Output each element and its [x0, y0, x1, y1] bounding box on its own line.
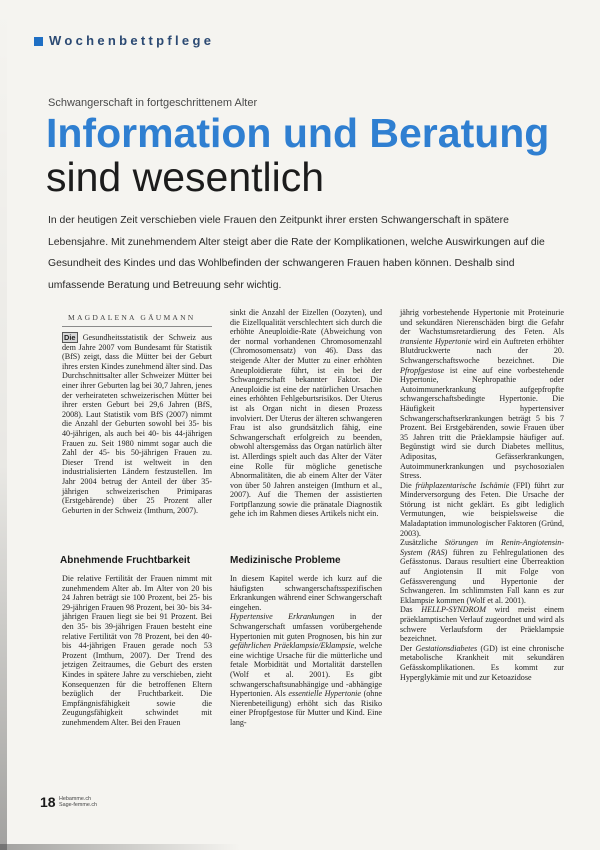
paragraph: [230, 308, 382, 519]
column-1-intro: [62, 333, 212, 515]
emphasized-term: frühplazentarische Ischämie: [415, 480, 510, 490]
text-run: (ohne Nierenbeteiligung) erhöht sich das Risiko einer Pfropfgestose für Mutter und Kind. Eine lang-: [230, 689, 382, 727]
emphasized-term: Gestationsdiabetes: [415, 643, 478, 653]
publication-line-2: Sage-femme.ch: [59, 802, 98, 809]
text-run: Die: [400, 480, 416, 490]
column-2-intro: [230, 308, 382, 519]
author-byline: MAGDALENA GÄUMANN: [68, 313, 196, 322]
emphasized-term: gefährlichen Präeklampsie/Eklampsie: [230, 641, 355, 651]
paragraph: [400, 644, 564, 682]
publication-line-1: Hebamme.ch: [59, 796, 92, 802]
scan-bottom-shadow: [0, 844, 600, 850]
emphasized-term: HELLP-SYNDROM: [421, 605, 486, 615]
emphasized-term: essentielle Hypertonie: [288, 689, 362, 699]
emphasized-term: Pfropfgestose: [400, 365, 445, 375]
text-run: Gesundheitsstatistik der Schweiz aus dem Jahre 2007 vom Bundesamt für Statistik (BfS) zeigt, dass die Mütter bei der Geburt ihres ersten Kindes zunehmend älter sind. Das Durchschnittsalter aller Schweizer Mütter bei einer ihrer Geburten lag bei 30,7 Jahren, jenes der verheirateten schweizerischen Mütter bei ihrer ersten Geburt bei 29,6 Jahren (BfS, 2008). Laut Statistik vom BfS (2007) nimmt die Anzahl der Geburten sowohl bei 35- bis 40-jährigen, als auch bei 40- bis 44-jährigen Frauen zu. Seit 1980 nimmt sogar auch die Zahl der 45- bis 50-jährigen Frauen zu. Dieser Trend ist weltweit in den industrialisierten Ländern festzustellen. Im Jahr 2004 betrug der Anteil der über 35-jährigen schweizerischen Primiparas (Erstgebärende) über 25 Prozent aller Geburten in der Schweiz (Imthurn, 2007).: [62, 333, 212, 515]
text-run: Das: [400, 605, 422, 615]
emphasized-term: Störungen im Renin-Angiotensin-System (RAS): [400, 538, 564, 557]
paragraph: [62, 333, 212, 515]
text-run: Der: [400, 643, 416, 653]
page-number: 18: [40, 794, 56, 810]
subheading-medical-problems: Medizinische Probleme: [230, 555, 341, 566]
text-run: (FPI) führt zur Minderversorgung des Feten. Die Ursache der Störung ist nicht geklärt. Es gibt lediglich Vermutungen, wie beispielsweise die Maladaptation immunologischer Faktoren (Gründ, 2003).: [400, 480, 564, 538]
text-run: Zusätzliche: [400, 538, 445, 548]
section-marker-square-icon: [34, 37, 43, 46]
paragraph: [400, 308, 564, 481]
text-run: , welche eine wichtige Ursache für die mütterliche und fetale Morbidität und Mortalität darstellen (Wolf et al. 2001). Es gibt schwangerschaftsunabhängige und -abhängige Hypertonien. Als: [230, 641, 382, 699]
emphasized-term: transiente Hypertonie: [400, 336, 472, 346]
lead-in-word: Die: [64, 333, 76, 342]
section-title: Wochenbettpflege: [49, 33, 215, 48]
column-2-body: [230, 574, 382, 728]
text-run: sinkt die Anzahl der Eizellen (Oozyten), und die Eizellqualität verschlechtert sich durch die erhöhte Aneuploidie-Rate (Abweichung von der normal vorhandenen Chromosomenzahl (Chromosomensatz) von 46). Dass das steigende Alter der Mutter zu einer erhöhten Aneuploidierate führt, ist ein bei der Schwangerschaft bekannter Faktor. Die Aneuploidie ist eine der natürlichen Ursachen eines erhöhten Fehlgeburtsrisikos. Der Uterus ist als Organ nicht in diesen Prozess involviert. Der Uterus der älteren schwangeren Frau ist also grundsätzlich fähig, eine Schwangerschaft erfolgreich zu beenden, obwohl altersgemäss das Organ natürlich älter ist. Allerdings spielt auch das Alter der Väter eine Rolle für mögliche genetische Abnormalitäten, die ab einem Alter der Väter von über 50 Jahren ansteigen (Imthurn et al., 2007). Auf die Themen der assistierten Fortpflanzung sowie die pränatale Diagnostik gehe ich im Rahmen dieses Artikels nicht ein.: [230, 308, 382, 519]
paragraph: [230, 574, 382, 612]
text-run: (GD) ist eine chronische metabolische Krankheit mit sekundären Gefässkomplikationen. Es kommt zur Hyperglykämie mit und zur Ketoazidose: [400, 643, 564, 682]
article-title-line-2: sind wesentlich: [46, 154, 325, 200]
publication-name: [59, 796, 97, 809]
paragraph: [400, 605, 564, 643]
author-divider: [62, 326, 212, 327]
subheading-fertility: Abnehmende Fruchtbarkeit: [60, 555, 191, 566]
article-title-line-1: Information und Beratung: [46, 110, 550, 156]
column-3-body: [400, 308, 564, 682]
paragraph: [230, 612, 382, 727]
text-run: führen zu Fehlregulationen des Gefässtonus. Daraus resultiert eine Überreaktion auf Angiotensin II mit Folge von Gefässverengung und Hypertonie der Schwangeren. Im schlimmsten Fall kann es zur Eklampsie kommen (Wolf et al. 2001).: [400, 547, 564, 605]
text-run: Die relative Fertilität der Frauen nimmt mit zunehmendem Alter ab. Im Alter von 20 bis 24 Jahren beträgt sie 100 Prozent, bei 25- bis 29-jährigen Frauen 98 Prozent, bei 30- bis 34-jährigen Frauen liegt sie bei 91 Prozent. Bei den 35- bis 39-jährigen Frauen besteht eine relative Fertilität von 78 Prozent, bei den 40- bis 44-jährigen Frauen gerade noch 53 Prozent (Imthurn, 2007). Der Trend des jetzigen Zeitraumes, die Geburt des ersten Kindes in spätere Jahre zu verschieben, zieht Konsequenzen für die betroffenen Eltern bezüglich der Fruchtbarkeit. Die Empfängnisfähigkeit sowie die Zeugungsfähigkeit schwindet mit zunehmendem Alter. Bei den Frauen: [62, 574, 212, 727]
text-run: In diesem Kapitel werde ich kurz auf die häufigsten schwangerschaftsspezifischen Erkrankungen während einer Schwangerschaft eingehen.: [230, 574, 382, 612]
text-run: in der Schwangerschaft umfassen vorübergehende Hypertonien mit guten Prognosen, bis hin zur: [230, 612, 382, 641]
scan-edge-shadow: [0, 0, 7, 850]
text-run: ist eine auf eine vorbestehende Hypertonie, Nephropathie oder Autoimmunerkrankung aufgepfropfte schwangerschaftsbedingte Hypertonie. Die Häufigkeit hypertensiver Schwangerschaftserkrankungen beträgt 5 bis 7 Prozent. Bei Erstgebärenden, sowie Frauen über 35 Jahren tritt die Präeklampsie häufiger auf. Begünstigt wird sie durch Diabetes mellitus, Adipositas, Gefässerkrankungen, Autoimmunerkrankungen und psychosozialen Stress.: [400, 365, 564, 481]
text-run: jährig vorbestehende Hypertonie mit Proteinurie und sekundären Nierenschäden birgt die Gefahr der Wachstumsretardierung des Feten. Als: [400, 308, 564, 337]
column-1-body: [62, 574, 212, 728]
article-kicker: Schwangerschaft in fortgeschrittenem Alter: [48, 97, 258, 109]
text-run: wird ein Auftreten erhöhter Blutdruckwerte nach der 20. Schwangerschaftswoche bezeichnet. Die: [400, 336, 564, 365]
emphasized-term: Hypertensive Erkrankungen: [230, 612, 335, 622]
text-run: wird meist einem präeklamptischen Verlauf zugeordnet und wird als schwere Verlaufsform der Präeklampsie bezeichnet.: [400, 605, 564, 644]
paragraph: [62, 574, 212, 728]
paragraph: [400, 481, 564, 539]
article-lead: In der heutigen Zeit verschieben viele Frauen den Zeitpunkt ihrer ersten Schwangerschaft in spätere Lebensjahre. Mit zunehmendem Alter steigt aber die Rate der Komplikationen, welche Auswirkungen auf die Gesundheit des Kindes und das Wohlbefinden der schwangeren Frauen haben können. Deshalb sind umfassende Beratung und Betreuung sehr wichtig.: [48, 215, 545, 291]
paragraph: [400, 538, 564, 605]
